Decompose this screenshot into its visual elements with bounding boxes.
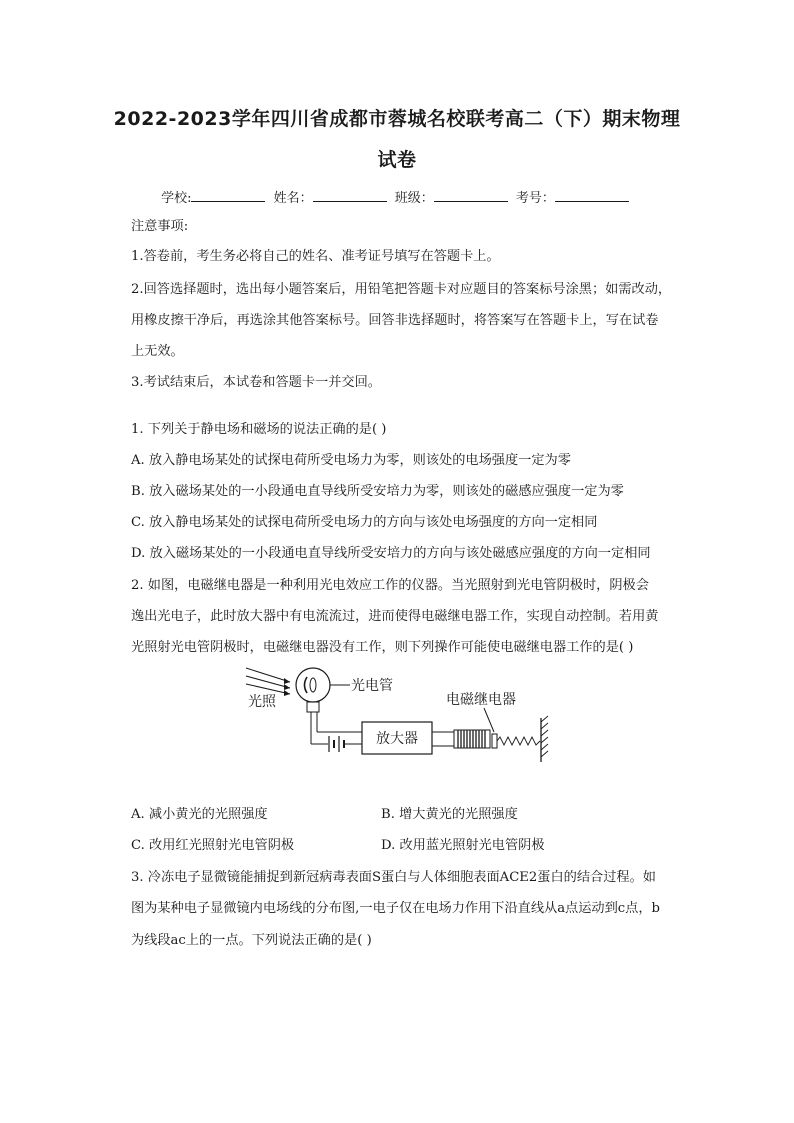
exam-title-line1: 2022-2023学年四川省成都市蓉城名校联考高二（下）期末物理	[113, 108, 681, 130]
exam-title-line2: 试卷	[377, 149, 417, 171]
q1-option-a[interactable]: A. 放入静电场某处的试探电荷所受电场力为零，则该处的电场强度一定为零	[131, 453, 571, 468]
fig-label-relay: 电磁继电器	[446, 692, 516, 708]
light-rays	[246, 668, 290, 694]
q3-stem-line3: 为线段ac上的一点。下列说法正确的是( )	[131, 933, 372, 948]
note-3: 3.考试结束后，本试卷和答题卡一并交回。	[131, 375, 381, 390]
q1-option-b[interactable]: B. 放入磁场某处的一小段通电直导线所受安培力为零，则该处的磁感应强度一定为零	[131, 484, 624, 499]
q1-option-c[interactable]: C. 放入静电场某处的试探电荷所受电场力的方向与该处电场强度的方向一定相同	[131, 515, 598, 530]
fig-label-tube: 光电管	[351, 678, 393, 694]
wall-hatch	[541, 716, 548, 757]
exam-no-blank[interactable]	[555, 189, 629, 202]
note-2-line2: 用橡皮擦干净后，再选涂其他答案标号。回答非选择题时，将答案写在答题卡上，写在试卷	[131, 313, 659, 328]
q2-option-a[interactable]: A. 减小黄光的光照强度	[131, 807, 268, 822]
fig-label-amplifier: 放大器	[376, 731, 418, 747]
notes-heading: 注意事项:	[131, 219, 189, 234]
relay-coil	[454, 730, 490, 748]
name-label: 姓名：	[273, 191, 313, 206]
photo-tube	[296, 668, 330, 702]
note-2-line3: 上无效。	[131, 344, 184, 359]
class-blank[interactable]	[434, 189, 508, 202]
q2-stem-line1: 2. 如图，电磁继电器是一种利用光电效应工作的仪器。当光照射到光电管阴极时，阴极会	[131, 578, 649, 593]
q2-stem-line3: 光照射光电管阴极时，电磁继电器没有工作，则下列操作可能使电磁继电器工作的是( )	[131, 640, 634, 655]
school-blank[interactable]	[191, 189, 265, 202]
battery	[329, 736, 344, 752]
q1-stem: 1. 下列关于静电场和磁场的说法正确的是( )	[131, 422, 387, 437]
student-info-row	[0, 187, 794, 206]
q2-stem-line2: 逸出光电子，此时放大器中有电流流过，进而使得电磁继电器工作，实现自动控制。若用黄	[131, 609, 659, 624]
q1-option-d[interactable]: D. 放入磁场某处的一小段通电直导线所受安培力的方向与该处磁感应强度的方向一定相同	[131, 546, 651, 561]
note-2-line1: 2.回答选择题时，选出每小题答案后，用铅笔把答题卡对应题目的答案标号涂黑；如需改动，	[131, 282, 672, 297]
q3-stem-line1: 3. 冷冻电子显微镜能捕捉到新冠病毒表面S蛋白与人体细胞表面ACE2蛋白的结合过程。如	[131, 870, 656, 885]
class-label: 班级：	[394, 191, 434, 206]
q3-stem-line2: 图为某种电子显微镜内电场线的分布图,一电子仅在电场力作用下沿直线从a点运动到c点，b	[131, 901, 661, 916]
q2-option-d[interactable]: D. 改用蓝光照射光电管阴极	[381, 838, 545, 853]
spring	[497, 737, 540, 745]
note-1: 1.答卷前，考生务必将自己的姓名、准考证号填写在答题卡上。	[131, 249, 500, 264]
q2-option-b[interactable]: B. 增大黄光的光照强度	[381, 807, 518, 822]
exam-no-label: 考号：	[515, 191, 555, 206]
name-blank[interactable]	[313, 189, 387, 202]
q2-option-c[interactable]: C. 改用红光照射光电管阴极	[131, 838, 295, 853]
q2-circuit-figure	[240, 662, 560, 770]
school-label: 学校:	[161, 191, 192, 206]
fig-label-light: 光照	[248, 694, 276, 710]
